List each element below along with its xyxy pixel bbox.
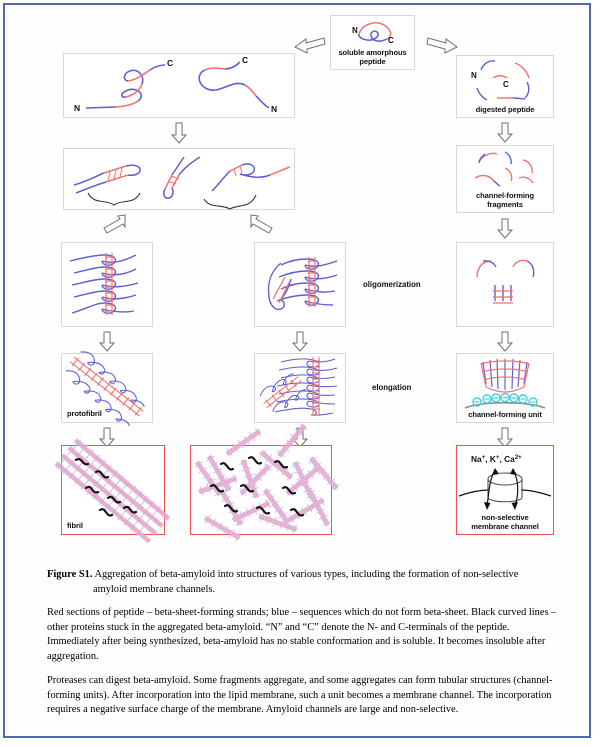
box-channel-forming-unit: [456, 353, 554, 423]
box-digested-peptide: [456, 55, 554, 118]
fibril-growth-glyph: [255, 354, 345, 422]
terminal-c-label: C: [242, 55, 249, 65]
box-protofibril: [61, 353, 153, 423]
terminal-n-label: N: [74, 103, 81, 113]
box-label-channel-fragments: channel-forming fragments: [476, 191, 534, 209]
oligomer-branched-glyph: [255, 243, 345, 326]
box-amyloid-aggregate: [190, 445, 332, 535]
figure-caption-title: [47, 568, 552, 597]
box-label-membrane-channel: non-selective membrane channel: [471, 513, 539, 531]
box-non-selective-membrane-channel: [456, 445, 554, 535]
box-label-fibril: fibril: [67, 521, 83, 530]
arrow-soluble-to-unfolded: [293, 35, 327, 57]
arrow-assembly-to-channel-unit: [496, 330, 514, 352]
box-oligomer-middle: [254, 242, 346, 327]
terminal-n-label: N: [471, 71, 477, 80]
figure-caption-label: Figure S1.: [47, 569, 93, 580]
box-label-protofibril: protofibril: [67, 409, 102, 418]
arrow-fragments-to-assembly: [496, 217, 514, 239]
box-beta-sheet-pairs: [63, 148, 295, 210]
box-soluble-amorphous-peptide: [330, 15, 415, 70]
terminal-c-label: C: [388, 36, 394, 45]
arrow-digested-to-fragments: [496, 121, 514, 143]
digested-peptide-glyph: [457, 56, 553, 104]
stage-label-elongation: elongation: [372, 383, 412, 392]
beta-sheet-pairs-glyph: [64, 149, 294, 209]
box-label-digested-peptide: digested peptide: [475, 105, 535, 114]
box-fragment-assembly: [456, 242, 554, 327]
box-unfolded-peptides: [63, 53, 295, 118]
arrow-betasheet-to-oligomer-left: [101, 213, 127, 235]
arrow-oligomer-middle-to-fibrilmass: [291, 330, 309, 352]
channel-fragments-glyph: [457, 146, 553, 194]
arrow-unfolded-to-betasheet: [170, 121, 188, 145]
caption-paragraph-2: Proteases can digest beta-amyloid. Some fragments aggregate, and some aggregates can form tubular structures (channel-forming units). After incorporation into the lipid membrane, such a unit becomes a membrane channel. The incorporation requires a negative surface charge of the membrane. Amyloid channels are large and non-selective.: [47, 675, 553, 716]
arrow-oligomer-left-to-protofibril: [98, 330, 116, 352]
arrow-betasheet-to-oligomer-right: [249, 213, 275, 235]
fragment-assembly-glyph: [457, 243, 553, 326]
unfolded-peptides-glyph: [64, 54, 294, 117]
terminal-c-label: C: [503, 80, 509, 89]
figure-caption-title-line1: Aggregation of beta-amyloid into structures of various types, including the formation of non-selective: [92, 569, 519, 580]
terminal-n-label: N: [271, 104, 278, 114]
box-oligomer-left: [61, 242, 153, 327]
caption-paragraph-1: Red sections of peptide – beta-sheet-forming strands; blue – sequences which do not form beta-sheet. Black curved lines – other proteins stuck in the aggregated beta-amyloid. “N” and “C” denote the N- and C-terminals of the peptide. Immediately after being synthesized, beta-amyloid has no stable conformation and is soluble. It becomes insoluble after aggregation.: [47, 607, 557, 662]
figure-caption-title-line2: amyloid membrane channels.: [93, 583, 216, 595]
figure-diagram: [5, 5, 589, 550]
box-channel-forming-fragments: [456, 145, 554, 213]
terminal-c-label: C: [167, 58, 174, 68]
box-label-channel-unit: channel-forming unit: [468, 410, 542, 419]
terminal-n-label: N: [352, 26, 358, 35]
figure-page: [3, 3, 591, 738]
oligomer-stack-glyph: [62, 243, 152, 326]
box-fibril-growth: [254, 353, 346, 423]
arrow-soluble-to-digested: [425, 35, 459, 57]
ion-labels: Na+, K+, $Ca^{2+}$: [471, 454, 522, 464]
box-fibril: [61, 445, 165, 535]
stage-label-oligomerization: oligomerization: [363, 280, 421, 289]
amyloid-aggregate-glyph: [191, 446, 331, 534]
box-label-soluble-peptide: soluble amorphous peptide: [338, 48, 407, 66]
